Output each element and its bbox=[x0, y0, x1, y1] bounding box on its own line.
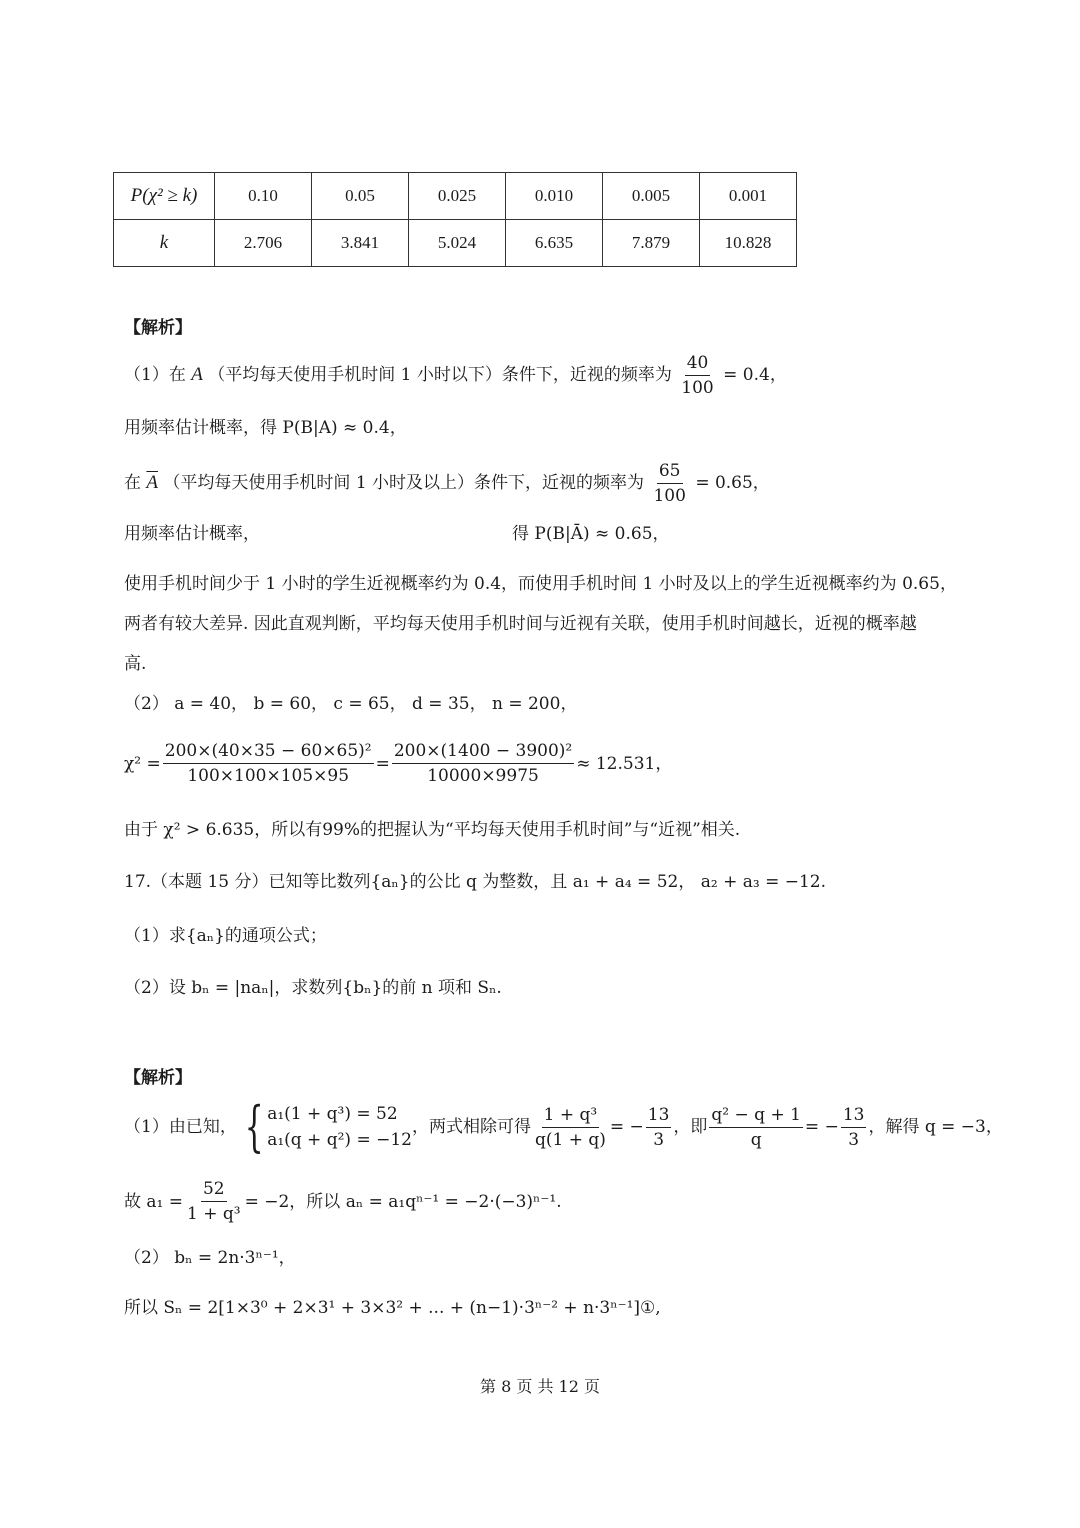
analysis-line: 在 $\overline{A}$ （平均每天使用手机时间 1 小时及以上）条件下，近视的频率为 $\frac{65}{100}$ = 0.65， bbox=[124, 461, 770, 506]
analysis-paragraph: 两者有较大差异. 因此直观判断，平均每天使用手机时间与近视有关联，使用手机时间越长，近视的概率越 bbox=[124, 614, 917, 634]
analysis-paragraph: 使用手机时间少于 1 小时的学生近视概率约为 0.4，而使用手机时间 1 小时及以上的学生近视概率约为 0.65， bbox=[124, 574, 957, 594]
table-cell: 2.706 bbox=[215, 220, 312, 267]
page-number: 第 8 页 共 12 页 bbox=[480, 1377, 600, 1396]
chi-square-formula: χ² = $\frac{\text{200×(40×35 − 60×65)²}}{100\times 100\times 105\times 95}$ = $\frac{\text{200×(1400 − 3900)²}}{10000\times 9975}$ ≈ 12.531， bbox=[124, 741, 673, 786]
analysis-line: 故 a₁ = $\frac{52}{\text{1 + q³}}$ = −2，所以 aₙ = a₁qⁿ⁻¹ = −2·(−3)ⁿ⁻¹. bbox=[124, 1179, 562, 1224]
table-cell: 0.001 bbox=[700, 173, 797, 220]
analysis-math: 得 P(B|Ā) ≈ 0.65， bbox=[512, 524, 670, 544]
table-cell: 0.010 bbox=[506, 173, 603, 220]
table-header-cell: P(χ² ≥ k) bbox=[114, 173, 215, 220]
analysis-line: （2） bₙ = 2n·3ⁿ⁻¹， bbox=[124, 1248, 296, 1268]
table-row bbox=[114, 220, 797, 267]
analysis-heading: 【解析】 bbox=[124, 1068, 192, 1088]
equation-system: { a₁(1 + q³) = 52 a₁(q + q²) = −12 bbox=[244, 1095, 412, 1158]
analysis-line: 用频率估计概率，得 P(B|A) ≈ 0.4， bbox=[124, 418, 407, 438]
table-cell: 5.024 bbox=[409, 220, 506, 267]
table-header-cell: k bbox=[114, 220, 215, 267]
analysis-heading: 【解析】 bbox=[124, 318, 192, 338]
table-cell: 0.05 bbox=[312, 173, 409, 220]
analysis-line: （1）由已知， { a₁(1 + q³) = 52 a₁(q + q²) = −12 ，两式相除可得 $\frac{\text{1 + q³}}{q(1 + q)}$ = − $\frac{13}{3}$ ，即 $\frac{\text{q² − q + 1}}{q}$ = − $\frac{13}{3}$ ，解得 q = −3， bbox=[124, 1095, 1003, 1158]
table-cell: 0.10 bbox=[215, 173, 312, 220]
table-cell: 10.828 bbox=[700, 220, 797, 267]
analysis-paragraph: 高. bbox=[124, 654, 147, 674]
table-row bbox=[114, 173, 797, 220]
analysis-line: 用频率估计概率， bbox=[124, 524, 260, 544]
analysis-line: （1）在 A （平均每天使用手机时间 1 小时以下）条件下，近视的频率为 $\frac{40}{100}$ = 0.4， bbox=[124, 353, 787, 398]
analysis-values: （2） a = 40， b = 60， c = 65， d = 35， n = 200， bbox=[124, 694, 578, 714]
problem-question: （2）设 bₙ = |naₙ|，求数列{bₙ}的前 n 项和 Sₙ. bbox=[124, 978, 502, 998]
table-cell: 0.025 bbox=[409, 173, 506, 220]
table-cell: 7.879 bbox=[603, 220, 700, 267]
table-cell: 0.005 bbox=[603, 173, 700, 220]
problem-stem: 17.（本题 15 分）已知等比数列{aₙ}的公比 q 为整数，且 a₁ + a₄ = 52， a₂ + a₃ = −12. bbox=[124, 872, 827, 892]
analysis-conclusion: 由于 χ² > 6.635，所以有99%的把握认为“平均每天使用手机时间”与“近视”相关. bbox=[124, 820, 741, 840]
analysis-sum: 所以 Sₙ = 2[1×3⁰ + 2×3¹ + 3×3² + ... + (n−1)·3ⁿ⁻² + n·3ⁿ⁻¹]①, bbox=[124, 1298, 661, 1318]
table-cell: 6.635 bbox=[506, 220, 603, 267]
chi-square-critical-table bbox=[113, 172, 797, 267]
problem-question: （1）求{aₙ}的通项公式； bbox=[124, 926, 327, 946]
table-cell: 3.841 bbox=[312, 220, 409, 267]
